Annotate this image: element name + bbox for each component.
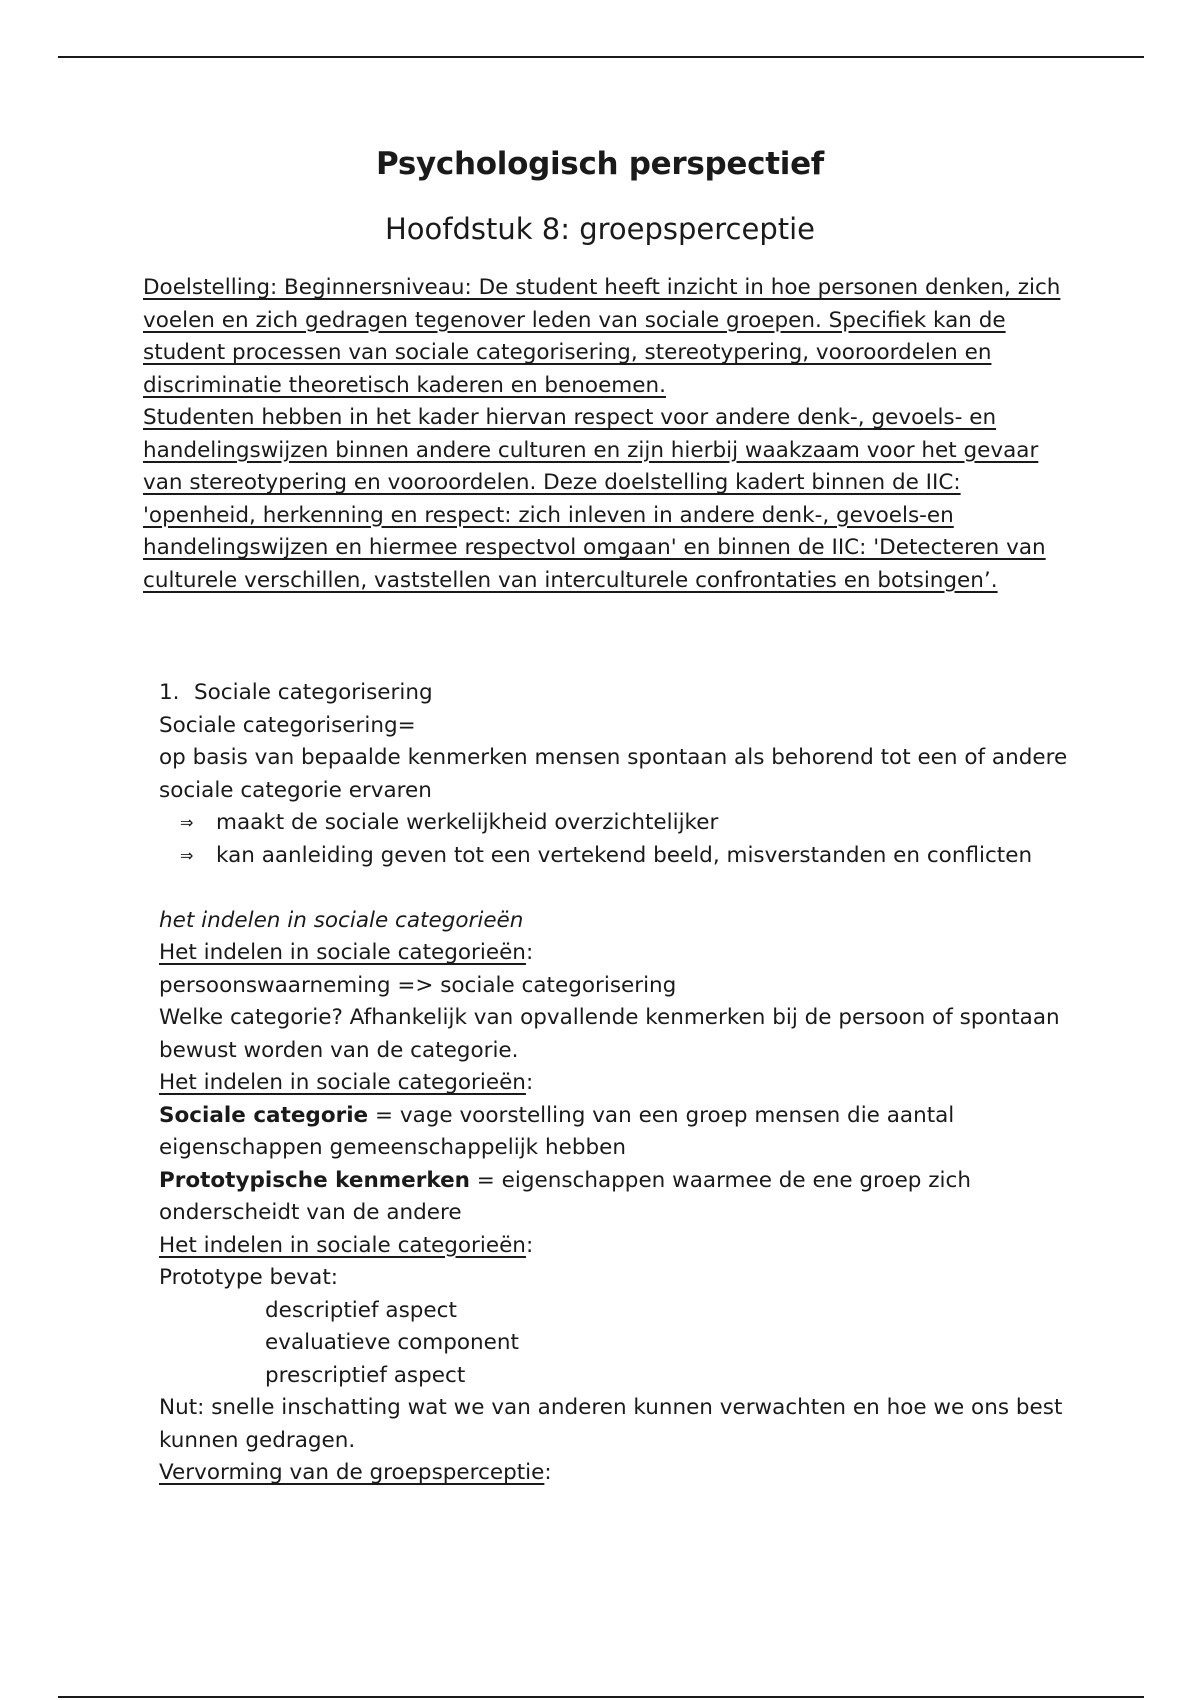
term-prototypical-features: Prototypische kenmerken = eigenschappen waarmee de ene groep zich onderscheidt van de andere [159, 1167, 971, 1225]
prototype-item: descriptief aspect [265, 1297, 457, 1323]
objective-paragraph-1: Doelstelling: Beginnersniveau: De student heeft inzicht in hoe personen denken, zich voelen en zich gedragen tegenover leden van sociale groepen. Specifiek kan de student processen van sociale categorisering, stereotypering, vooroordelen en discriminatie theoretisch kaderen en benoemen. [143, 275, 1061, 398]
which-category-text: Welke categorie? Afhankelijk van opvallende kenmerken bij de persoon of spontaan bewust worden van de categorie. [159, 1005, 1060, 1063]
arrow-icon: ⇒ [180, 813, 194, 832]
top-rule [58, 56, 1144, 58]
consequence-item: ⇒ maakt de sociale werkelijkheid overzichtelijker [216, 807, 1079, 840]
arrow-icon: ⇒ [180, 845, 194, 865]
block-heading-3: Het indelen in sociale categorieën: [159, 1232, 534, 1258]
usefulness-text: Nut: snelle inschatting wat we van anderen kunnen verwachten en hoe we ons best kunnen gedragen. [159, 1395, 1063, 1453]
italic-subheading: het indelen in sociale categorieën [159, 907, 524, 933]
prototype-item: prescriptief aspect [265, 1362, 466, 1388]
bottom-rule [58, 1696, 1144, 1698]
objective-paragraph-2: Studenten hebben in het kader hiervan respect voor andere denk-, gevoels- en handelingswijzen binnen andere culturen en zijn hierbij waakzaam voor het gevaar van stereotypering en vooroordelen. Deze doelstelling kadert binnen de IIC: 'openheid, herkenning en respect: zich inleven in andere denk-, gevoels-en handelingswijzen en hiermee respectvol omgaan' en binnen de IIC: 'Detecteren van culturele verschillen, vaststellen van interculturele confrontaties en botsingen’. [143, 405, 1046, 593]
block-heading-2: Het indelen in sociale categorieën: [159, 1070, 534, 1095]
section-heading: 1. Sociale categorisering [159, 677, 1079, 710]
section-1 [159, 677, 1079, 1490]
definition-label: Sociale categorisering= [159, 712, 416, 738]
block-heading-1: Het indelen in sociale categorieën: [159, 940, 534, 965]
objective-block [143, 272, 1073, 597]
prototype-item: evaluatieve component [265, 1330, 519, 1355]
term-social-category: Sociale categorie = vage voorstelling van een groep mensen die aantal eigenschappen gemeenschappelijk hebben [159, 1102, 955, 1160]
prototype-intro: Prototype bevat: [159, 1265, 339, 1290]
distortion-heading: Vervorming van de groepsperceptie: [159, 1460, 552, 1485]
spacer [159, 872, 1079, 905]
chapter-subtitle: Hoofdstuk 8: groepsperceptie [384, 212, 815, 246]
list-number: 1. [159, 680, 180, 705]
consequence-item: ⇒ kan aanleiding geven tot een vertekend beeld, misverstanden en conflicten [216, 840, 1079, 873]
perception-line: persoonswaarneming => sociale categorisering [159, 972, 677, 998]
document-title: Psychologisch perspectief [375, 146, 824, 182]
definition-text: op basis van bepaalde kenmerken mensen spontaan als behorend tot een of andere sociale categorie ervaren [159, 745, 1068, 803]
